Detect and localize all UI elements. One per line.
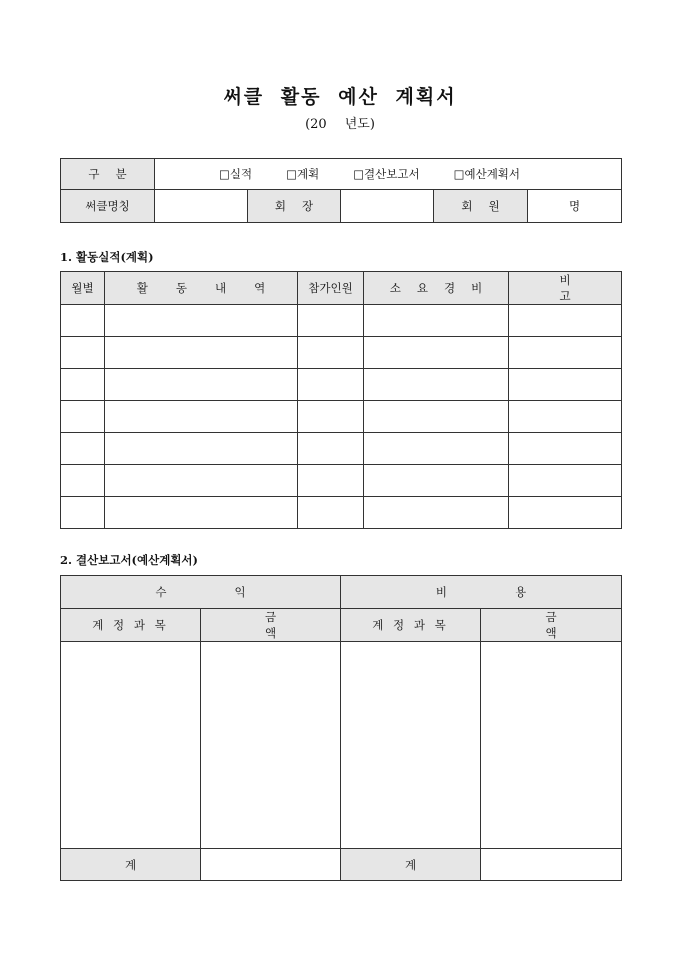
income-account-header: 계 정 과 목	[61, 609, 201, 642]
option-budget[interactable]: □예산계획서	[453, 167, 521, 181]
section2-title: 2. 결산보고서(예산계획서)	[60, 553, 198, 567]
option-actual[interactable]: □실적	[219, 167, 253, 181]
activity-row	[61, 305, 622, 337]
cell-participants[interactable]	[298, 305, 364, 337]
cell-note[interactable]	[509, 401, 622, 433]
income-account-cell[interactable]	[61, 642, 201, 849]
settlement-header-row	[61, 609, 622, 642]
cell-month[interactable]	[61, 401, 105, 433]
income-amount-header: 금액	[201, 609, 341, 642]
cell-participants[interactable]	[298, 497, 364, 529]
activity-row	[61, 369, 622, 401]
title-word: 예산	[338, 86, 379, 108]
settlement-group-row	[61, 576, 622, 609]
cell-participants[interactable]	[298, 465, 364, 497]
cell-note[interactable]	[509, 465, 622, 497]
expense-amount-cell[interactable]	[481, 642, 622, 849]
activity-row	[61, 497, 622, 529]
cell-participants[interactable]	[298, 433, 364, 465]
settlement-total-row	[61, 849, 622, 881]
category-row	[61, 159, 622, 190]
cell-content[interactable]	[105, 305, 298, 337]
cell-cost[interactable]	[364, 433, 509, 465]
settlement-table	[60, 575, 622, 881]
cell-month[interactable]	[61, 337, 105, 369]
title-word: 계획서	[395, 86, 457, 108]
header-content: 활 동 내 역	[105, 272, 298, 305]
category-label-cell: 구 분	[61, 159, 155, 190]
activity-row	[61, 433, 622, 465]
cell-content[interactable]	[105, 465, 298, 497]
cell-month[interactable]	[61, 433, 105, 465]
cell-participants[interactable]	[298, 337, 364, 369]
subtitle-label: 년도)	[344, 117, 375, 132]
income-total-label: 계	[61, 849, 201, 881]
option-plan[interactable]: □계획	[286, 167, 320, 181]
header-cost: 소 요 경 비	[364, 272, 509, 305]
cell-note[interactable]	[509, 497, 622, 529]
expense-total-value[interactable]	[481, 849, 622, 881]
cell-cost[interactable]	[364, 369, 509, 401]
cell-cost[interactable]	[364, 465, 509, 497]
expense-account-cell[interactable]	[341, 642, 481, 849]
option-settlement[interactable]: □결산보고서	[353, 167, 420, 181]
cell-content[interactable]	[105, 433, 298, 465]
income-total-value[interactable]	[201, 849, 341, 881]
info-table	[60, 158, 622, 223]
cell-content[interactable]	[105, 497, 298, 529]
cell-cost[interactable]	[364, 497, 509, 529]
cell-content[interactable]	[105, 401, 298, 433]
cell-note[interactable]	[509, 433, 622, 465]
members-field[interactable]	[528, 190, 622, 223]
title-word: 써클	[223, 86, 265, 108]
members-label: 회 원	[434, 190, 528, 223]
section1-title: 1. 활동실적(계획)	[60, 250, 154, 264]
cell-note[interactable]	[509, 305, 622, 337]
income-amount-cell[interactable]	[201, 642, 341, 849]
cell-cost[interactable]	[364, 305, 509, 337]
president-label: 회 장	[248, 190, 341, 223]
cell-month[interactable]	[61, 497, 105, 529]
activity-row	[61, 465, 622, 497]
circle-name-label: 써클명칭	[61, 190, 155, 223]
cell-participants[interactable]	[298, 401, 364, 433]
circle-name-field[interactable]	[155, 190, 248, 223]
cell-month[interactable]	[61, 305, 105, 337]
expense-account-header: 계 정 과 목	[341, 609, 481, 642]
name-row	[61, 190, 622, 223]
activity-header-row	[61, 272, 622, 305]
settlement-body-row	[61, 642, 622, 849]
cell-cost[interactable]	[364, 337, 509, 369]
header-month: 월별	[61, 272, 105, 305]
expense-amount-header: 금액	[481, 609, 622, 642]
president-field[interactable]	[341, 190, 434, 223]
activity-row	[61, 401, 622, 433]
expense-total-label: 계	[341, 849, 481, 881]
title-word: 활동	[280, 86, 322, 108]
cell-month[interactable]	[61, 465, 105, 497]
header-participants: 참가인원	[298, 272, 364, 305]
subtitle-year: (20	[305, 117, 327, 132]
cell-note[interactable]	[509, 337, 622, 369]
activity-row	[61, 337, 622, 369]
cell-participants[interactable]	[298, 369, 364, 401]
category-options-cell[interactable]	[155, 159, 622, 190]
cell-content[interactable]	[105, 369, 298, 401]
cell-content[interactable]	[105, 337, 298, 369]
income-header: 수 익	[61, 576, 341, 609]
activity-table	[60, 271, 622, 529]
cell-note[interactable]	[509, 369, 622, 401]
members-unit: 명	[568, 199, 581, 213]
cell-cost[interactable]	[364, 401, 509, 433]
expense-header: 비 용	[341, 576, 622, 609]
header-note: 비고	[509, 272, 622, 305]
cell-month[interactable]	[61, 369, 105, 401]
document-title	[0, 82, 680, 109]
document-subtitle	[0, 113, 680, 132]
